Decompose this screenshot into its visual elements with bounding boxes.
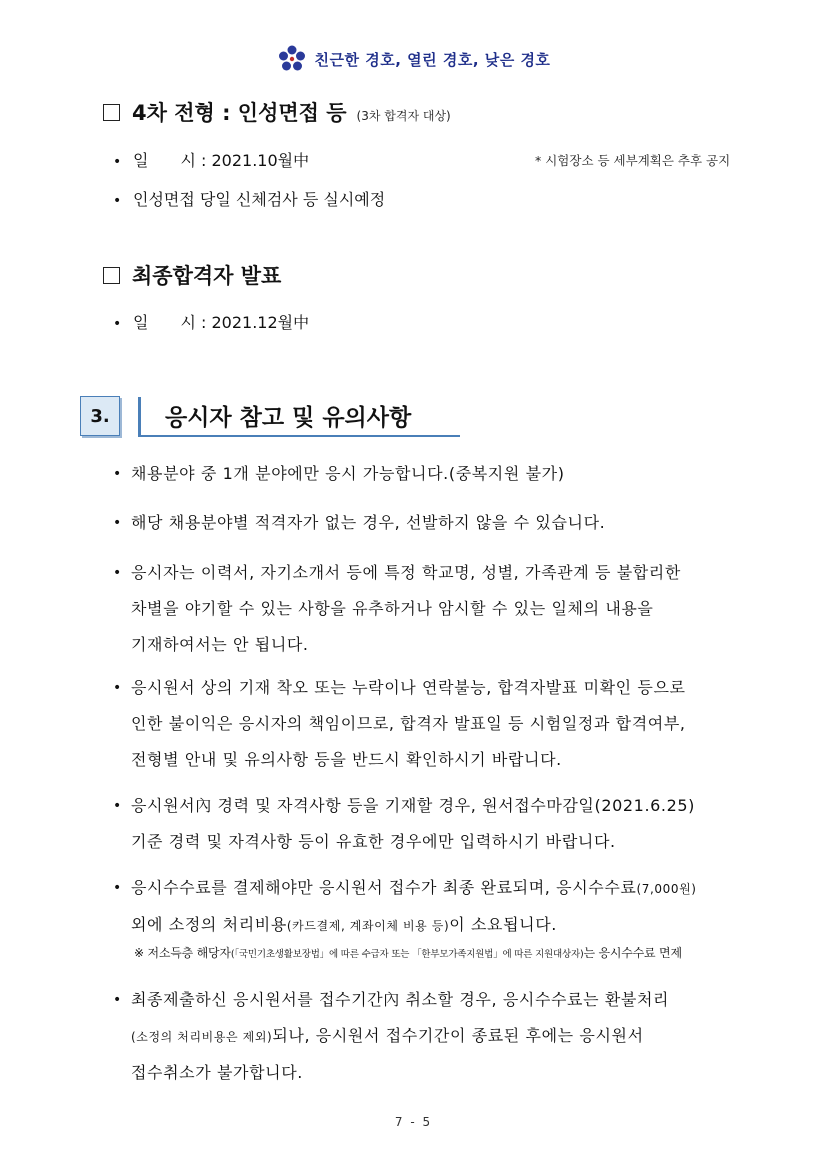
item-text-small: (카드결제, 계좌이체 비용 등) bbox=[286, 919, 450, 933]
bullet-icon: • bbox=[113, 992, 122, 1008]
bullet-icon: • bbox=[113, 466, 122, 482]
section-title-bar bbox=[138, 397, 141, 435]
final-title: 최종합격자 발표 bbox=[132, 264, 282, 288]
item-line: 해당 채용분야별 적격자가 없는 경우, 선발하지 않을 수 있습니다. bbox=[131, 513, 606, 532]
item-line bbox=[131, 870, 753, 907]
bullet-icon: • bbox=[113, 565, 122, 581]
checkbox-square-icon bbox=[103, 267, 120, 284]
item-text: 응시수수료를 결제해야만 응시원서 접수가 최종 완료되며, 응시수수료 bbox=[131, 878, 637, 897]
item-text: 되나, 응시원서 접수기간이 종료된 후에는 응시원서 bbox=[272, 1026, 644, 1045]
page-header bbox=[0, 44, 827, 74]
list-item bbox=[113, 555, 753, 663]
list-item bbox=[113, 870, 753, 944]
item-line: 응시원서 상의 기재 착오 또는 누락이나 연락불능, 합격자발표 미확인 등으로 bbox=[131, 678, 686, 697]
list-item bbox=[113, 982, 753, 1091]
note-text: 는 응시수수료 면제 bbox=[583, 946, 682, 960]
page-number: 7 - 5 bbox=[394, 1115, 433, 1129]
stage4-schedule-note: * 시험장소 등 세부계획은 추후 공지 bbox=[535, 153, 731, 168]
bullet-icon: • bbox=[113, 193, 122, 209]
header-slogan: 친근한 경호, 열린 경호, 낮은 경호 bbox=[314, 50, 551, 69]
item-line bbox=[131, 907, 753, 944]
item-text-small: (소정의 처리비용은 제외) bbox=[131, 1030, 273, 1044]
final-schedule-text: 일 시 : 2021.12월中 bbox=[133, 313, 310, 332]
item-line: 전형별 안내 및 유의사항 등을 반드시 확인하시기 바랍니다. bbox=[131, 750, 562, 769]
stage4-note: (3차 합격자 대상) bbox=[356, 109, 451, 123]
item-line bbox=[131, 1018, 753, 1055]
final-schedule bbox=[113, 310, 309, 333]
final-title-row bbox=[103, 260, 281, 290]
checkbox-square-icon bbox=[103, 104, 120, 121]
list-item bbox=[113, 670, 753, 778]
fee-exemption-note bbox=[134, 944, 682, 961]
note-text: ※ 저소득층 해당자 bbox=[134, 946, 231, 960]
bullet-icon: • bbox=[113, 680, 122, 696]
stage4-title: 4차 전형 : 인성면접 등 bbox=[132, 101, 347, 125]
item-line: 응시자는 이력서, 자기소개서 등에 특정 학교명, 성별, 가족관계 등 불합리한 bbox=[131, 563, 681, 582]
note-text-small: (「국민기초생활보장법」에 따른 수급자 또는 「한부모가족지원법」에 따른 지원대상자) bbox=[230, 949, 584, 960]
item-line: 응시원서內 경력 및 자격사항 등을 기재할 경우, 원서접수마감일(2021.6.25) bbox=[131, 796, 696, 815]
item-line: 인한 불이익은 응시자의 책임이므로, 합격자 발표일 등 시험일정과 합격여부, bbox=[131, 714, 686, 733]
item-line: 차별을 야기할 수 있는 사항을 유추하거나 암시할 수 있는 일체의 내용을 bbox=[131, 599, 654, 618]
bullet-icon: • bbox=[113, 515, 122, 531]
stage4-title-row bbox=[103, 97, 451, 127]
stage4-item2-text: 인성면접 당일 신체검사 등 실시예정 bbox=[133, 190, 386, 209]
item-line: 기재하여서는 안 됩니다. bbox=[131, 635, 309, 654]
item-line: 기준 경력 및 자격사항 등이 유효한 경우에만 입력하시기 바랍니다. bbox=[131, 832, 616, 851]
bullet-icon: • bbox=[113, 316, 122, 332]
stage4-item2 bbox=[113, 187, 385, 210]
item-text-small: (7,000원) bbox=[636, 882, 697, 896]
item-line: 접수취소가 불가합니다. bbox=[131, 1063, 303, 1082]
emblem-icon bbox=[277, 44, 307, 74]
item-text: 외에 소정의 처리비용 bbox=[131, 915, 287, 934]
section-number: 3. bbox=[80, 396, 120, 436]
item-text: 이 소요됩니다. bbox=[449, 915, 557, 934]
list-item bbox=[113, 505, 753, 541]
stage4-schedule-text: 일 시 : 2021.10월中 bbox=[133, 151, 310, 170]
section-title: 응시자 참고 및 유의사항 bbox=[165, 405, 412, 431]
stage4-schedule bbox=[113, 148, 309, 171]
bullet-icon: • bbox=[113, 880, 122, 896]
item-line: 최종제출하신 응시원서를 접수기간內 취소할 경우, 응시수수료는 환불처리 bbox=[131, 990, 670, 1009]
bullet-icon: • bbox=[113, 154, 122, 170]
item-line: 채용분야 중 1개 분야에만 응시 가능합니다.(중복지원 불가) bbox=[131, 464, 565, 483]
section-title-underline bbox=[138, 435, 460, 437]
list-item bbox=[113, 788, 753, 860]
bullet-icon: • bbox=[113, 798, 122, 814]
list-item bbox=[113, 456, 753, 492]
